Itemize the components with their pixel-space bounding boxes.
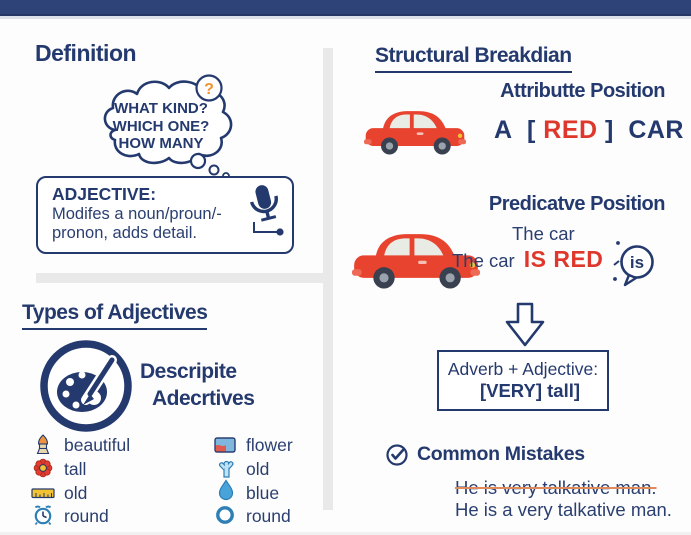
check-circle-icon (385, 443, 409, 467)
adjective-box-body-2: pronon, adds detail. (52, 224, 197, 242)
phrase-adjective: RED (543, 116, 598, 144)
attribute-position-heading: Attributte Position (500, 80, 665, 102)
example-label: blue (246, 483, 280, 503)
phrase-word-a: A (494, 116, 513, 144)
structural-title-wrap (375, 44, 572, 73)
adverb-box-line-1: Adverb + Adjective: (447, 359, 599, 379)
circle-ring-icon (215, 505, 235, 525)
bubble-line-2: WHICH ONE? (112, 118, 210, 135)
adverb-box-line-2: [VERY] tall] (479, 380, 581, 401)
perfume-bottle-icon (33, 434, 53, 456)
top-bar (0, 0, 691, 16)
alarm-clock-icon (32, 504, 54, 526)
predicative-line-1: The car (512, 223, 575, 244)
phrase-word-car: CAR (628, 116, 684, 144)
descriptive-line-2: Adecrtives (152, 387, 255, 411)
mistake-correct-sentence: He is a very talkative man. (455, 499, 672, 520)
example-label: round (246, 506, 291, 526)
common-mistakes-heading: Common Mistakes (417, 443, 585, 465)
adjective-definition-box (36, 176, 294, 254)
bubble-line-3: HOW MANY (118, 135, 204, 152)
adverb-adjective-box (437, 350, 609, 411)
predicative-line-2-text: The car (452, 250, 515, 271)
example-label: old (246, 459, 270, 479)
picture-icon (214, 437, 236, 454)
example-label: tall (64, 459, 87, 479)
example-label: flower (246, 435, 293, 455)
example-label: round (64, 506, 109, 526)
definition-title: Definition (35, 40, 137, 66)
flower-icon (33, 458, 53, 478)
thought-bubble-icon (85, 68, 245, 180)
cactus-icon (216, 456, 236, 478)
adjective-box-title: ADJECTIVE: (52, 184, 157, 204)
adjective-box-body-1: Modifes a noun/proun/- (52, 205, 222, 223)
red-car-icon (364, 101, 466, 157)
is-speech-bubble-icon (607, 238, 665, 290)
mistake-wrong-sentence: He is very talkative man. (455, 477, 657, 498)
types-title-wrap (22, 301, 207, 330)
microphone-icon (238, 182, 290, 244)
palette-icon (36, 336, 136, 436)
example-label: beautiful (64, 435, 131, 455)
attribute-example-phrase (494, 116, 684, 145)
phrase-bracket-open: [ (527, 116, 536, 144)
descriptive-adjectives-label (140, 358, 254, 413)
down-arrow-icon (502, 302, 548, 348)
predicative-line-2-adjective: IS RED (523, 246, 604, 272)
is-bubble-word: is (629, 253, 645, 272)
predicative-position-heading: Predicatve Position (488, 193, 665, 215)
section-divider (36, 273, 333, 283)
ruler-icon (31, 484, 55, 502)
structural-title: Structural Breakdian (375, 44, 572, 73)
question-mark-icon: ? (204, 81, 214, 98)
descriptive-line-1: Descripite (140, 360, 237, 383)
types-title: Types of Adjectives (22, 301, 207, 330)
phrase-bracket-close: ] (605, 116, 614, 144)
example-label: old (64, 483, 88, 503)
water-drop-icon (217, 479, 235, 501)
bubble-line-1: WHAT KIND? (114, 100, 208, 117)
predicative-line-2 (452, 246, 603, 273)
